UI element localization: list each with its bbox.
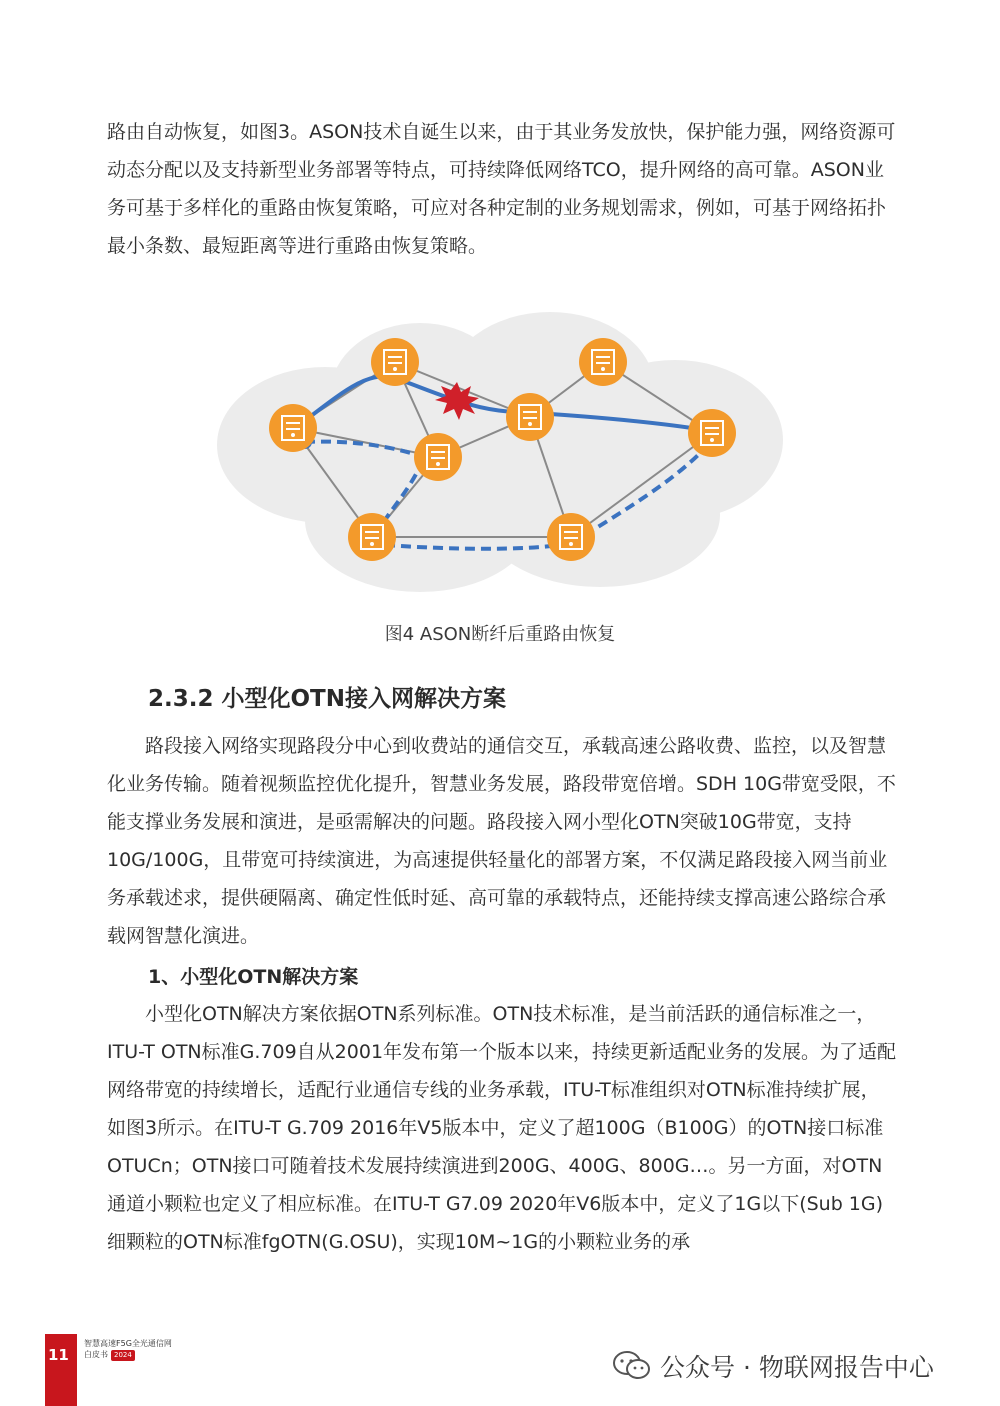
- year-badge: 2024: [111, 1350, 135, 1361]
- document-title-line1: 智慧高速F5G全光通信网: [84, 1339, 172, 1348]
- page-number: 11: [48, 1346, 69, 1364]
- node-icon: [348, 513, 396, 561]
- subsection-paragraph: 小型化OTN解决方案依据OTN系列标准。OTN技术标准，是当前活跃的通信标准之一，ITU-T OTN标准G.709自从2001年发布第一个版本以来，持续更新适配业务的发展。为了适配网络带宽的持续增长，适配行业通信专线的业务承载，ITU-T标准组织对OTN标准持续扩展，如图3所示。在ITU-T G.709 2016年V5版本中，定义了超100G（B100G）的OTN接口标准OTUCn；OTN接口可随着技术发展持续演进到200G、400G、800G…。另一方面，对OTN通道小颗粒也定义了相应标准。在ITU-T G7.09 2020年V6版本中，定义了1G以下(Sub 1G)细颗粒的OTN标准fgOTN(G.OSU)，实现10M~1G的小颗粒业务的承: [107, 1003, 897, 1253]
- document-title-line2: 白皮书: [84, 1350, 108, 1359]
- watermark-text: 公众号 · 物联网报告中心: [660, 1353, 934, 1382]
- page-number-bar: [45, 1334, 77, 1406]
- section-paragraph: 路段接入网络实现路段分中心到收费站的通信交互，承载高速公路收费、监控，以及智慧化业务传输。随着视频监控优化提升，智慧业务发展，路段带宽倍增。SDH 10G带宽受限，不能支撑业务发展和演进，是亟需解决的问题。路段接入网小型化OTN突破10G带宽，支持10G/100G，且带宽可持续演进，为高速提供轻量化的部署方案，不仅满足路段接入网当前业务承载述求，提供硬隔离、确定性低时延、高可靠的承载特点，还能持续支撑高速公路综合承载网智慧化演进。: [107, 735, 896, 947]
- wechat-icon: [612, 1350, 652, 1382]
- node-icon: [506, 393, 554, 441]
- ason-reroute-diagram: [205, 300, 795, 600]
- wechat-watermark: [612, 1348, 934, 1384]
- node-icon: [414, 433, 462, 481]
- section-title: 2.3.2 小型化OTN接入网解决方案: [148, 686, 506, 712]
- intro-paragraph: 路由自动恢复，如图3。ASON技术自诞生以来，由于其业务发放快，保护能力强，网络资源可动态分配以及支持新型业务部署等特点，可持续降低网络TCO，提升网络的高可靠。ASON业务可基于多样化的重路由恢复策略，可应对各种定制的业务规划需求，例如，可基于网络拓扑最小条数、最短距离等进行重路由恢复策略。: [107, 121, 896, 257]
- figure-caption: 图4 ASON断纤后重路由恢复: [384, 624, 616, 645]
- node-icon: [371, 338, 419, 386]
- document-title: [84, 1338, 172, 1361]
- node-icon: [269, 404, 317, 452]
- node-icon: [579, 338, 627, 386]
- subsection-title: 1、小型化OTN解决方案: [148, 966, 359, 988]
- node-icon: [547, 513, 595, 561]
- network-diagram-svg: [205, 300, 795, 600]
- node-icon: [688, 409, 736, 457]
